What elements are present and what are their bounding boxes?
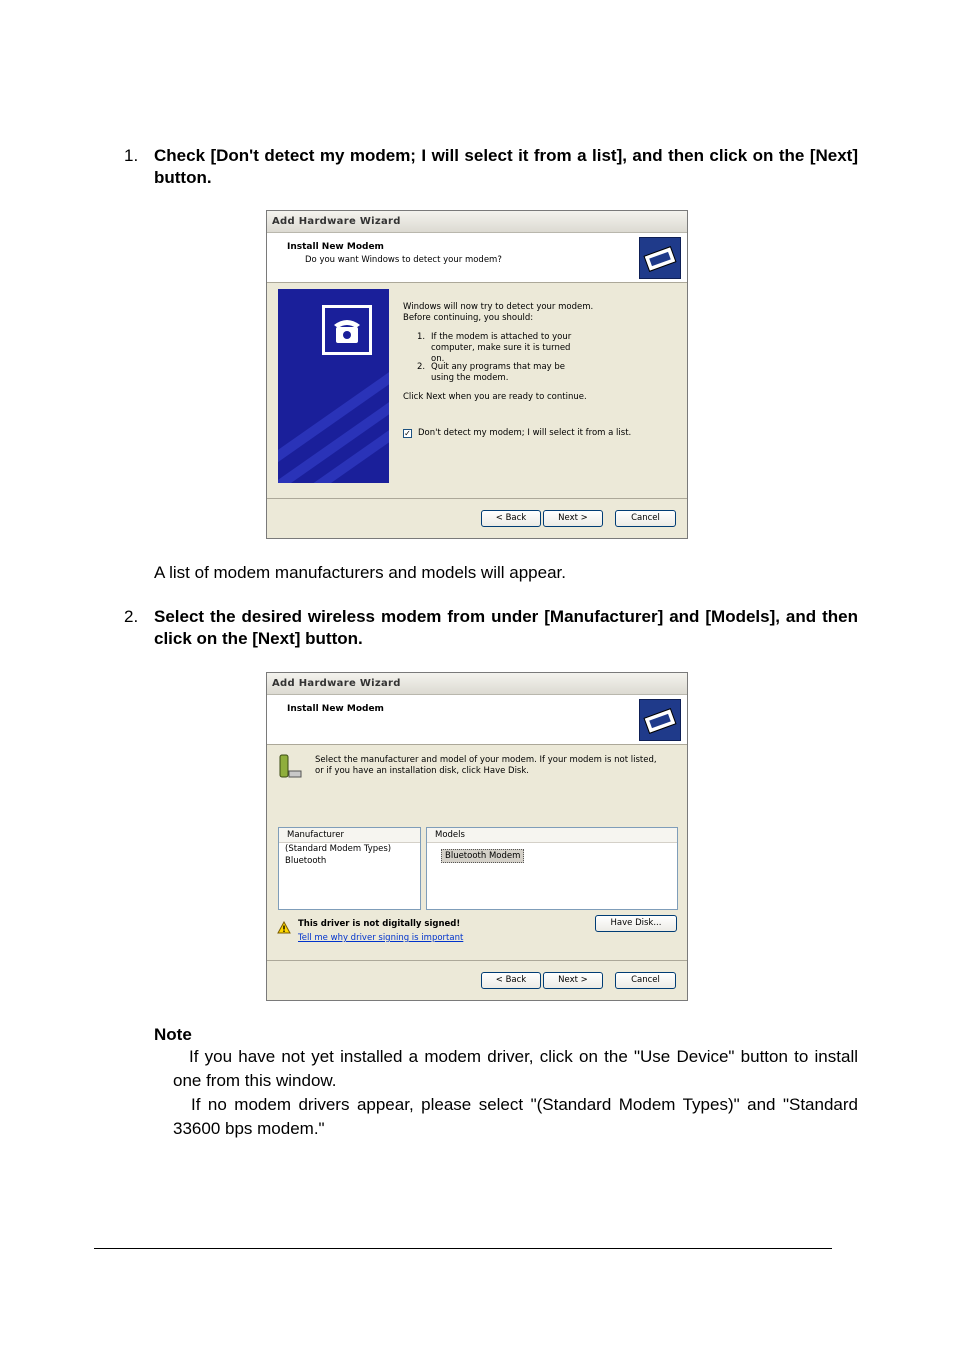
dont-detect-label[interactable]: Don't detect my modem; I will select it from a list. — [418, 428, 632, 438]
dialog-footer — [267, 498, 687, 538]
models-list[interactable] — [426, 827, 678, 910]
telephone-icon — [322, 305, 372, 355]
add-hardware-wizard-dialog-1 — [266, 210, 688, 539]
wizard-side-panel — [278, 289, 389, 483]
add-hardware-wizard-dialog-2 — [266, 672, 688, 1001]
item-2-number: 2. — [417, 362, 426, 372]
model-item-selected[interactable]: Bluetooth Modem — [441, 849, 524, 863]
step-1 — [124, 145, 858, 189]
item-2-text: Quit any programs that may be using the modem. — [431, 362, 566, 383]
modem-device-icon — [277, 753, 303, 781]
dialog-header — [267, 695, 687, 745]
note-paragraph-1: If you have not yet installed a modem driver, click on the "Use Device" button to install one from this window. — [173, 1047, 858, 1090]
manufacturer-item[interactable]: (Standard Modem Types) — [285, 844, 392, 854]
dialog-title: Add Hardware Wizard — [267, 673, 687, 695]
manufacturer-list[interactable] — [278, 827, 421, 910]
intro-text: Windows will now try to detect your modem. Before continuing, you should: — [403, 302, 594, 323]
driver-signing-link[interactable]: Tell me why driver signing is important — [298, 933, 464, 943]
step-1-text: Check [Don't detect my modem; I will select it from a list], and then click on the [Next] button. — [154, 146, 858, 187]
dialog-heading: Install New Modem — [287, 704, 384, 714]
dialog-body — [267, 283, 687, 499]
cancel-button[interactable]: Cancel — [615, 510, 676, 527]
instruction-text: Select the manufacturer and model of your modem. If your modem is not listed, or if you have an installation disk, click Have Disk. — [315, 755, 657, 776]
dialog-footer — [267, 960, 687, 1000]
warning-icon — [277, 919, 291, 938]
dont-detect-checkbox[interactable]: ✓ — [404, 429, 411, 438]
note-heading: Note — [154, 1025, 192, 1044]
manufacturer-header[interactable]: Manufacturer — [279, 828, 420, 843]
footer-rule — [94, 1248, 832, 1249]
models-header[interactable]: Models — [427, 828, 677, 843]
manufacturer-item[interactable]: Bluetooth — [285, 856, 327, 866]
dialog-body — [267, 745, 687, 961]
step-2 — [124, 606, 858, 650]
step-2-number: 2. — [124, 607, 139, 626]
cancel-button[interactable]: Cancel — [615, 972, 676, 989]
have-disk-button[interactable]: Have Disk... — [595, 915, 677, 932]
note-paragraph-2: If no modem drivers appear, please select "(Standard Modem Types)" and "Standard 33600 bps modem." — [173, 1095, 858, 1138]
item-1-number: 1. — [417, 332, 426, 342]
next-button[interactable]: Next > — [543, 510, 603, 527]
hardware-wizard-icon — [639, 237, 681, 279]
item-1-text: If the modem is attached to your computer, make sure it is turned on. — [431, 332, 572, 364]
after-dialog-1-text: A list of modem manufacturers and models will appear. — [154, 563, 566, 582]
step-2-text: Select the desired wireless modem from under [Manufacturer] and [Models], and then click on the [Next] button. — [154, 607, 858, 648]
hardware-wizard-icon — [639, 699, 681, 741]
dialog-header — [267, 233, 687, 283]
dialog-title: Add Hardware Wizard — [267, 211, 687, 233]
back-button[interactable]: < Back — [481, 510, 541, 527]
back-button[interactable]: < Back — [481, 972, 541, 989]
click-next-text: Click Next when you are ready to continue. — [403, 392, 587, 402]
warning-text: This driver is not digitally signed! — [298, 919, 461, 929]
dialog-heading: Install New Modem — [287, 242, 384, 252]
step-1-number: 1. — [124, 146, 139, 165]
next-button[interactable]: Next > — [543, 972, 603, 989]
dialog-subheading: Do you want Windows to detect your modem? — [305, 255, 502, 265]
